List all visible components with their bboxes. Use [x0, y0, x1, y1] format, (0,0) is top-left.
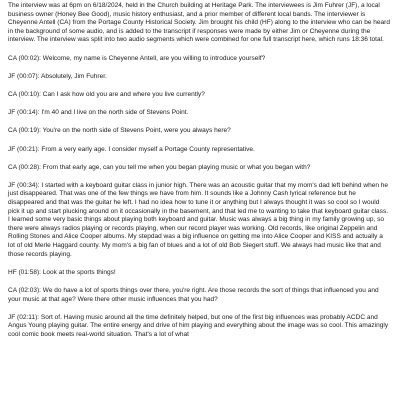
transcript-line: CA (00:28): From that early age, can you tell me when you began playing music or what you began with?: [8, 163, 311, 171]
transcript-line: CA (00:19): You're on the north side of Stevens Point, were you always here?: [8, 127, 231, 135]
transcript-line: HF (01:58): Look at the sports things!: [8, 268, 116, 276]
transcript-line: JF (00:14): I'm 40 and I live on the north side of Stevens Point.: [8, 109, 189, 117]
transcript-line: JF (00:21): From a very early age. I consider myself a Portage County representative.: [8, 145, 255, 153]
transcript-line: JF (02:11): Sort of. Having music around all the time definitely helped, but one of the first big influences was probably ACDC and Angus Young playing guitar. The entire energy and drive of him playing and everything about the image was so cool. This amazingly cool comic book meets real-world situation. That's a lot of what: [8, 313, 389, 338]
transcript-line: JF (00:34): I started with a keyboard guitar class in junior high. There was an acoustic guitar that my mom's dad left behind when he just disappeared. That was one of the few things we have from him. It sounds like a Johnny Cash lyrical reference but he disappeared and that was the guitar he left. I had no idea how to tune it or anything but I always thought it was so cool so I would pick it up and start plucking around on it occasionally in the basement, and that led me to wanting to take that keyboard guitar class. I learned some very basic things about playing both keyboard and guitar. Music was always a big thing in my family growing up, so there were always radios playing or records playing, when our record player was working. Old records, like original Zeppelin and Rolling Stones and Alice Cooper albums. My stepdad was a big influence on getting me into Alice Cooper and KISS and actually a lot of old Merle Haggard county. My mom's a big fan of blues and a lot of old Bob Siegert stuff. We always had music like that and those records playing.: [8, 181, 389, 258]
transcript-intro: The interview was at 6pm on 6/18/2024, held in the Church building at Heritage Park. The interviewees is Jim Fuhrer (JF), a local business owner (Honey Bee Good), music history enthusiast, and a prior member of different local bands. The interviewer is Cheyenne Antell (CA) from the Portage County Historical Society. Jim brought his child (HF) along to the interview who can be heard in the background of some audio, and is added to the transcript if responses were made by either Jim or Cheyenne during the interview. The interview was split into two audio segments which were combined for one full transcript here, which runs 18:36 total.: [8, 2, 390, 44]
transcript-line: CA (00:10): Can I ask how old you are and where you live currently?: [8, 90, 205, 98]
transcript-line: JF (00:07): Absolutely, Jim Fuhrer.: [8, 72, 107, 80]
transcript-line: CA (02:03): We do have a lot of sports things over there, you're right. Are those records the sort of things that influenced you and your music at that age? Were there other music influences that you had?: [8, 287, 379, 303]
transcript-line: CA (00:02): Welcome, my name is Cheyenne Antell, are you willing to introduce yourself?: [8, 54, 266, 62]
